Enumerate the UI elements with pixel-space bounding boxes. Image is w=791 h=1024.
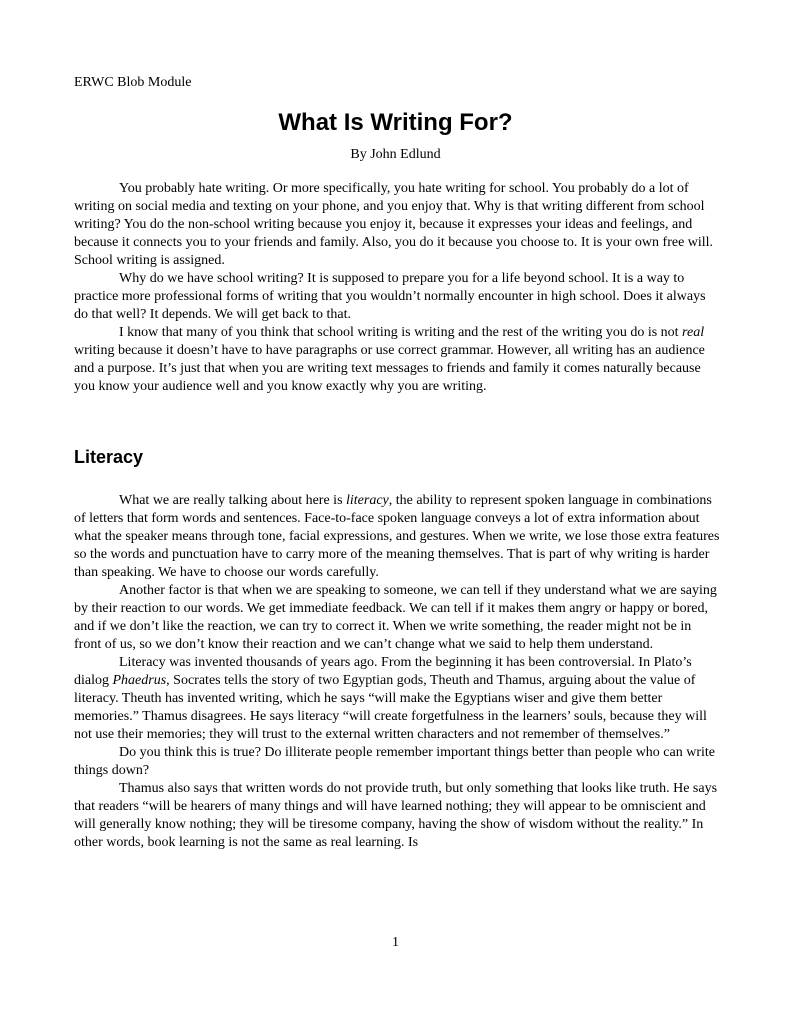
intro-paragraph-3-end: writing because it doesn’t have to have paragraphs or use correct grammar. However, all writing has an audience and a purpose. It’s just that when you are writing text messages to friends and family it comes naturally because you know your audience well and you know exactly why you are writing. <box>74 343 705 394</box>
literacy-paragraph-3-emphasis: Phaedrus <box>112 673 167 688</box>
literacy-paragraph-3 <box>74 654 720 744</box>
literacy-section <box>74 492 720 852</box>
literacy-paragraph-1-end: , the ability to represent spoken language in combinations of letters that form words and sentences. Face-to-face spoken language conveys a lot of extra information about what the speaker means through tone, facial expressions, and gestures. When we write, we lose those extra features so the words and punctuation have to carry more of the meaning themselves. That is part of why writing is harder than speaking. We have to choose our words carefully. <box>74 493 720 580</box>
literacy-paragraph-3-start: Literacy was invented thousands of years ago. From the beginning it has been controversial. In Plato’s dialog <box>74 655 692 688</box>
intro-section <box>74 180 720 396</box>
literacy-paragraph-1-start: What we are really talking about here is <box>119 493 347 508</box>
module-header: ERWC Blob Module <box>74 75 192 90</box>
literacy-paragraph-1 <box>74 492 720 582</box>
intro-paragraph-3-start: I know that many of you think that school writing is writing and the rest of the writing you do is not <box>119 325 683 340</box>
intro-paragraph-3-emphasis: real <box>682 325 705 340</box>
literacy-paragraph-4: Do you think this is true? Do illiterate people remember important things better than people who can write things down? <box>74 745 716 778</box>
intro-paragraph-3 <box>74 324 720 396</box>
literacy-paragraph-1-emphasis: literacy <box>346 493 389 508</box>
intro-paragraph-2: Why do we have school writing? It is supposed to prepare you for a life beyond school. It is a way to practice more professional forms of writing that you wouldn’t normally encounter in high school. Does it always do that well? It depends. We will get back to that. <box>74 271 706 322</box>
section-heading-literacy: Literacy <box>74 447 144 467</box>
page-number: 1 <box>392 935 399 950</box>
literacy-paragraph-5: Thamus also says that written words do not provide truth, but only something that looks like truth. He says that readers “will be hearers of many things and will have learned nothing; they will appear to be omniscient and will generally know nothing; they will be tiresome company, having the show of wisdom without the reality.” In other words, book learning is not the same as real learning. Is <box>74 781 718 850</box>
document-title: What Is Writing For? <box>278 109 513 136</box>
intro-paragraph-1: You probably hate writing. Or more specifically, you hate writing for school. You probably do a lot of writing on social media and texting on your phone, and you enjoy that. Why is that writing different from school writing? You do the non-school writing because you enjoy it, because it expresses your ideas and feelings, and because it connects you to your friends and family. Also, you do it because you choose to. It is your own free will. School writing is assigned. <box>74 181 714 268</box>
literacy-paragraph-2: Another factor is that when we are speaking to someone, we can tell if they understand what we are saying by their reaction to our words. We get immediate feedback. We can tell if it makes them angry or happy or bored, and if we don’t like the reaction, we can try to correct it. When we write something, the reader might not be in front of us, so we don’t know their reaction and we can’t change what we said to help them understand. <box>74 583 717 652</box>
author-byline: By John Edlund <box>350 147 441 162</box>
literacy-paragraph-3-end: , Socrates tells the story of two Egyptian gods, Theuth and Thamus, arguing about the value of literacy. Theuth has invented writing, which he says “will make the Egyptians wiser and give them better memories.” Thamus disagrees. He says literacy “will create forgetfulness in the learners’ souls, because they will not use their memories; they will trust to the external written characters and not remember of themselves.” <box>74 673 707 742</box>
